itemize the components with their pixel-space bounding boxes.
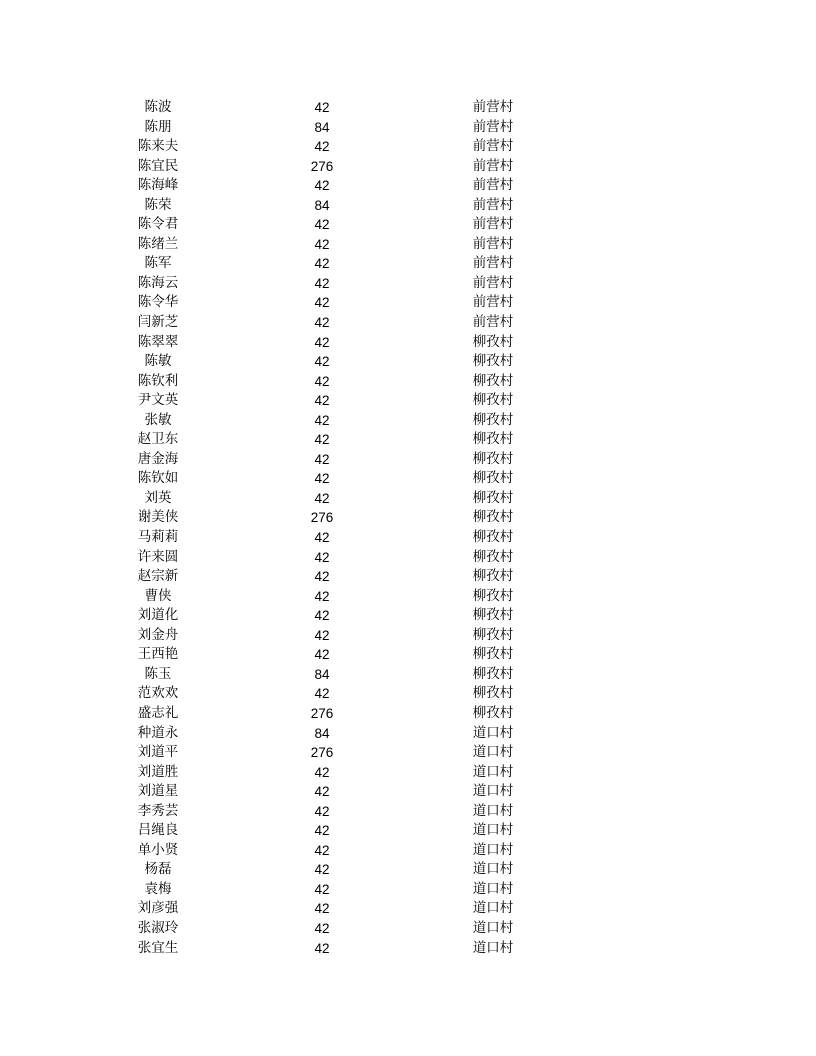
- name-cell: 刘道星: [137, 783, 179, 800]
- table-row: [0, 587, 816, 607]
- table-row: [0, 411, 816, 431]
- name-cell: 陈来夫: [137, 138, 179, 155]
- amount-cell: 42: [314, 569, 330, 585]
- name-cell: 杨磊: [144, 861, 172, 878]
- amount-cell: 42: [314, 100, 330, 115]
- amount-cell: 42: [314, 217, 330, 233]
- name-cell: 曹侠: [144, 587, 172, 604]
- amount-cell: 42: [314, 920, 330, 936]
- village-cell: 道口村: [472, 802, 514, 819]
- village-cell: 前营村: [472, 255, 514, 272]
- amount-cell: 42: [314, 490, 330, 506]
- village-cell: 前营村: [472, 177, 514, 194]
- name-cell: 刘彦强: [137, 900, 179, 917]
- village-cell: 前营村: [472, 216, 514, 233]
- name-cell: 陈宜民: [137, 157, 179, 174]
- table-row: [0, 235, 816, 255]
- village-cell: 前营村: [472, 235, 514, 252]
- village-cell: 柳孜村: [472, 333, 514, 350]
- table-row: [0, 508, 816, 528]
- village-cell: 柳孜村: [472, 646, 514, 663]
- amount-cell: 42: [314, 940, 330, 956]
- name-cell: 陈海峰: [137, 177, 179, 194]
- name-cell: 许来圆: [137, 548, 179, 565]
- table-row: [0, 157, 816, 177]
- name-cell: 唐金海: [137, 450, 179, 467]
- amount-cell: 42: [314, 686, 330, 702]
- name-cell: 刘道化: [137, 607, 179, 624]
- village-cell: 柳孜村: [472, 587, 514, 604]
- name-cell: 陈钦利: [137, 372, 179, 389]
- amount-cell: 42: [314, 236, 330, 252]
- table-row: [0, 821, 816, 841]
- village-cell: 柳孜村: [472, 353, 514, 370]
- table-row: [0, 782, 816, 802]
- village-cell: 前营村: [472, 99, 514, 115]
- village-cell: 柳孜村: [472, 607, 514, 624]
- table-row: [0, 880, 816, 900]
- table-row: [0, 724, 816, 744]
- name-cell: 陈玉: [144, 665, 172, 682]
- amount-cell: 42: [314, 295, 330, 311]
- name-cell: 陈军: [144, 255, 172, 272]
- table-row: [0, 489, 816, 509]
- table-row: [0, 430, 816, 450]
- name-cell: 单小贤: [137, 841, 179, 858]
- village-cell: 道口村: [472, 841, 514, 858]
- amount-cell: 276: [310, 510, 334, 526]
- amount-cell: 42: [314, 608, 330, 624]
- amount-cell: 42: [314, 901, 330, 917]
- name-cell: 袁梅: [144, 880, 172, 897]
- name-cell: 种道永: [137, 724, 179, 741]
- name-cell: 王西艳: [137, 646, 179, 663]
- table-row: [0, 469, 816, 489]
- village-cell: 柳孜村: [472, 411, 514, 428]
- amount-cell: 42: [314, 647, 330, 663]
- table-row: [0, 450, 816, 470]
- table-row: [0, 176, 816, 196]
- village-cell: 柳孜村: [472, 509, 514, 526]
- amount-cell: 42: [314, 881, 330, 897]
- name-cell: 陈波: [144, 99, 172, 115]
- name-cell: 赵卫东: [137, 431, 179, 448]
- name-cell: 尹文英: [137, 392, 179, 409]
- name-cell: 范欢欢: [137, 685, 179, 702]
- table-row: [0, 899, 816, 919]
- amount-cell: 42: [314, 139, 330, 155]
- name-cell: 吕绳良: [137, 822, 179, 839]
- amount-cell: 42: [314, 549, 330, 565]
- name-cell: 刘英: [144, 489, 172, 506]
- village-cell: 柳孜村: [472, 372, 514, 389]
- amount-cell: 42: [314, 393, 330, 409]
- village-cell: 道口村: [472, 744, 514, 761]
- amount-cell: 84: [314, 725, 330, 741]
- table-row: [0, 548, 816, 568]
- village-cell: 前营村: [472, 157, 514, 174]
- table-row: [0, 254, 816, 274]
- village-cell: 柳孜村: [472, 529, 514, 546]
- village-cell: 道口村: [472, 763, 514, 780]
- table-row: [0, 372, 816, 392]
- name-cell: 赵宗新: [137, 568, 179, 585]
- amount-cell: 42: [314, 471, 330, 487]
- table-row: [0, 665, 816, 685]
- village-cell: 柳孜村: [472, 568, 514, 585]
- name-cell: 陈令君: [137, 216, 179, 233]
- village-cell: 道口村: [472, 900, 514, 917]
- amount-cell: 42: [314, 256, 330, 272]
- table-row: [0, 196, 816, 216]
- name-cell: 刘道胜: [137, 763, 179, 780]
- village-cell: 前营村: [472, 138, 514, 155]
- table-row: [0, 743, 816, 763]
- amount-cell: 42: [314, 412, 330, 428]
- name-cell: 陈荣: [144, 196, 172, 213]
- amount-cell: 42: [314, 373, 330, 389]
- name-cell: 陈海云: [137, 274, 179, 291]
- table-row: [0, 293, 816, 313]
- village-cell: 柳孜村: [472, 450, 514, 467]
- table-row: [0, 626, 816, 646]
- table-row: [0, 939, 816, 959]
- village-cell: 柳孜村: [472, 431, 514, 448]
- amount-cell: 84: [314, 666, 330, 682]
- village-cell: 道口村: [472, 783, 514, 800]
- village-cell: 前营村: [472, 314, 514, 331]
- name-cell: 陈令华: [137, 294, 179, 311]
- amount-cell: 42: [314, 178, 330, 194]
- amount-cell: 42: [314, 803, 330, 819]
- table-row: [0, 313, 816, 333]
- table-row: [0, 704, 816, 724]
- amount-cell: 84: [314, 197, 330, 213]
- amount-cell: 42: [314, 315, 330, 331]
- table-row: [0, 841, 816, 861]
- village-cell: 道口村: [472, 724, 514, 741]
- village-cell: 道口村: [472, 939, 514, 956]
- amount-cell: 42: [314, 862, 330, 878]
- table-row: [0, 118, 816, 138]
- village-cell: 柳孜村: [472, 470, 514, 487]
- name-cell: 陈翠翠: [137, 333, 179, 350]
- table-row: [0, 763, 816, 783]
- village-cell: 柳孜村: [472, 489, 514, 506]
- village-cell: 前营村: [472, 196, 514, 213]
- amount-cell: 42: [314, 842, 330, 858]
- name-cell: 陈敏: [144, 353, 172, 370]
- amount-cell: 42: [314, 334, 330, 350]
- table-row: [0, 645, 816, 665]
- amount-cell: 42: [314, 432, 330, 448]
- village-cell: 道口村: [472, 880, 514, 897]
- amount-cell: 42: [314, 627, 330, 643]
- table-row: [0, 528, 816, 548]
- village-cell: 柳孜村: [472, 685, 514, 702]
- name-cell: 闫新芝: [137, 314, 179, 331]
- village-cell: 前营村: [472, 274, 514, 291]
- table-row: [0, 860, 816, 880]
- village-cell: 道口村: [472, 919, 514, 936]
- amount-cell: 42: [314, 451, 330, 467]
- name-cell: 谢美侠: [137, 509, 179, 526]
- name-cell: 陈钦如: [137, 470, 179, 487]
- village-cell: 柳孜村: [472, 626, 514, 643]
- amount-cell: 42: [314, 823, 330, 839]
- table-row: [0, 137, 816, 157]
- village-cell: 柳孜村: [472, 548, 514, 565]
- table-row: [0, 215, 816, 235]
- name-cell: 马莉莉: [137, 529, 179, 546]
- village-cell: 道口村: [472, 861, 514, 878]
- name-cell: 陈绪兰: [137, 235, 179, 252]
- amount-cell: 42: [314, 530, 330, 546]
- table-row: [0, 98, 816, 118]
- table-row: [0, 333, 816, 353]
- name-cell: 陈朋: [144, 118, 172, 135]
- name-cell: 张宜生: [137, 939, 179, 956]
- amount-cell: 276: [310, 745, 334, 761]
- name-cell: 张淑玲: [137, 919, 179, 936]
- table-row: [0, 352, 816, 372]
- name-cell: 李秀芸: [137, 802, 179, 819]
- name-cell: 刘道平: [137, 744, 179, 761]
- village-cell: 前营村: [472, 294, 514, 311]
- amount-cell: 42: [314, 588, 330, 604]
- amount-cell: 42: [314, 764, 330, 780]
- village-cell: 前营村: [472, 118, 514, 135]
- village-cell: 道口村: [472, 822, 514, 839]
- name-cell: 刘金舟: [137, 626, 179, 643]
- table-row: [0, 919, 816, 939]
- amount-cell: 276: [310, 158, 334, 174]
- amount-cell: 42: [314, 275, 330, 291]
- village-cell: 柳孜村: [472, 704, 514, 721]
- amount-cell: 42: [314, 784, 330, 800]
- spreadsheet-table: [0, 98, 816, 958]
- table-row: [0, 802, 816, 822]
- amount-cell: 84: [314, 119, 330, 135]
- table-row: [0, 391, 816, 411]
- village-cell: 柳孜村: [472, 392, 514, 409]
- table-row: [0, 567, 816, 587]
- name-cell: 张敏: [144, 411, 172, 428]
- table-row: [0, 274, 816, 294]
- amount-cell: 276: [310, 705, 334, 721]
- amount-cell: 42: [314, 354, 330, 370]
- table-row: [0, 606, 816, 626]
- name-cell: 盛志礼: [137, 704, 179, 721]
- table-row: [0, 684, 816, 704]
- village-cell: 柳孜村: [472, 665, 514, 682]
